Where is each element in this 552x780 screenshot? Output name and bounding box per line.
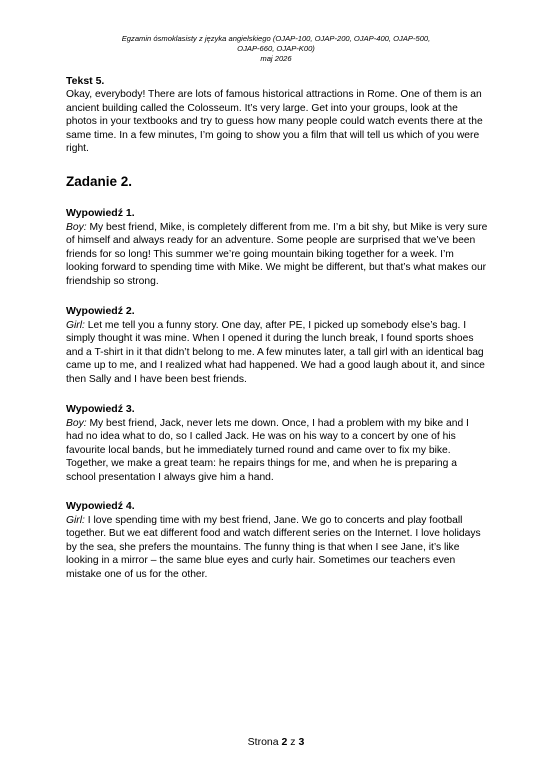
statement-text: I love spending time with my best friend, Jane. We go to concerts and play football together. But we eat different food and watch different series on the Internet. I love holidays by the sea, she prefers the mountains. The funny thing is that when I see Jane, it’s like looking in a mirror – the same blue eyes and curly hair. Sometimes our teachers even mistake one of us for the other. [66,514,481,580]
statement-text: My best friend, Jack, never lets me down. Once, I had a problem with my bike and I had no idea what to do, so I called Jack. He was on his way to a concert by one of his favourite local bands, but he immediately turned round and came over to fix my bike. Together, we make a great team: he repairs things for me, and when he is preparing a school presentation I always give him a hand. [66,417,469,483]
footer-page-total: 3 [298,736,305,748]
footer-page-number: 2 [281,736,288,748]
page-header [60,34,492,64]
statement-title: Wypowiedź 1. [66,207,135,219]
speaker-label: Boy: [66,221,87,233]
footer-prefix: Strona [247,736,282,748]
statement-body [66,514,488,582]
page-footer [0,736,552,748]
statement-body [66,417,488,485]
statement-3 [66,403,488,484]
header-date: maj 2026 [260,54,292,63]
statement-1 [66,207,488,288]
statement-4 [66,500,488,581]
speaker-label: Girl: [66,514,85,526]
statement-title: Wypowiedź 2. [66,305,135,317]
statement-text: My best friend, Mike, is completely different from me. I’m a bit shy, but Mike is very sure of himself and always ready for an adventure. Some people are surprised that we’ve been friends for so long! This summer we’re going mountain biking together for a week. I’m looking forward to spending time with Mike. We might be different, but that’s what makes our friendship so strong. [66,221,488,287]
statement-body [66,319,488,387]
statement-body [66,221,488,289]
header-exam-title: Egzamin ósmoklasisty z języka angielskiego (OJAP-100, OJAP-200, OJAP-400, OJAP-500, [121,34,431,43]
tekst5-title: Tekst 5. [66,75,105,87]
task-title: Zadanie 2. [66,174,133,189]
tekst5-body: Okay, everybody! There are lots of famous historical attractions in Rome. One of them is an ancient building called the Colosseum. It’s very large. Get into your groups, look at the photos in your textbooks and try to guess how many people could watch events there at the same time. In a few minutes, I’m going to show you a film that will tell us which of you were right. [66,89,483,154]
speaker-label: Boy: [66,417,87,429]
statement-2 [66,305,488,386]
statement-text: Let me tell you a funny story. One day, after PE, I picked up somebody else’s bag. I simply thought it was mine. When I opened it during the lunch break, I found sports shoes and a T-shirt in it that didn’t belong to me. A few minutes later, a tall girl with an identical bag came up to me, and I realized what had happened. We had a good laugh about it, and since then Sally and I have been best friends. [66,319,485,385]
footer-separator: z [287,736,299,748]
statement-title: Wypowiedź 4. [66,500,135,512]
statement-title: Wypowiedź 3. [66,403,135,415]
speaker-label: Girl: [66,319,85,331]
header-exam-codes: OJAP-660, OJAP-K00) [237,44,315,53]
